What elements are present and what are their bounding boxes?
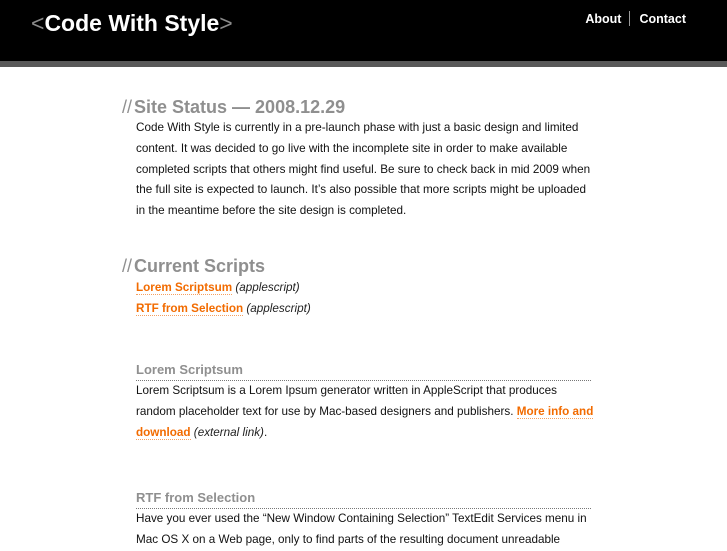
rtf-from-selection-link[interactable]: RTF from Selection: [136, 301, 244, 315]
lorem-scriptsum-link[interactable]: Lorem Scriptsum: [136, 280, 233, 294]
lorem-scriptsum-heading: Lorem Scriptsum: [136, 361, 591, 381]
scripts-list: [136, 277, 602, 319]
header-divider: [0, 61, 727, 67]
main-content: [122, 96, 602, 551]
more-info-download-link[interactable]: More info and download: [136, 404, 594, 439]
site-logo[interactable]: [31, 10, 233, 37]
current-scripts-title: Current Scripts: [134, 255, 266, 276]
list-item: [136, 298, 602, 319]
logo-bracket-close: >: [219, 10, 233, 36]
site-header: [0, 0, 727, 61]
logo-bracket-open: <: [31, 10, 45, 36]
sentence-end: .: [263, 425, 268, 439]
heading-slashes: //: [122, 255, 133, 276]
heading-slashes: //: [122, 97, 133, 117]
rtf-from-selection-heading: RTF from Selection: [136, 489, 591, 509]
lorem-body-text: Lorem Scriptsum is a Lorem Ipsum generator written in AppleScript that produces random placeholder text for use by Mac-based designers and publishers.: [136, 383, 557, 418]
site-status-title: Site Status — 2008.12.29: [134, 97, 346, 117]
top-nav: [585, 11, 686, 26]
site-status-text: Code With Style is currently in a pre-launch phase with just a basic design and limited content. It was decided to go live with the incomplete site in order to make available completed scripts that others might find useful. Be sure to check back in mid 2009 when the full site is expected to launch. It’s also possible that more scripts might be uploaded in the meantime before the site design is completed.: [136, 121, 591, 218]
script-language: (applescript): [235, 280, 300, 294]
nav-contact-link[interactable]: Contact: [639, 12, 686, 26]
list-item: [136, 277, 602, 298]
nav-separator: [629, 11, 630, 26]
logo-text: Code With Style: [44, 10, 220, 36]
external-link-note: (external link): [193, 425, 264, 439]
lorem-scriptsum-description: [136, 381, 598, 443]
nav-about-link[interactable]: About: [585, 12, 622, 26]
script-language: (applescript): [246, 301, 311, 315]
site-status-heading: [122, 96, 602, 118]
current-scripts-heading: [122, 255, 602, 277]
rtf-from-selection-description: Have you ever used the “New Window Containing Selection” TextEdit Services menu in Mac OS X on a Web page, only to find parts of the resulting document unreadable: [136, 512, 587, 547]
